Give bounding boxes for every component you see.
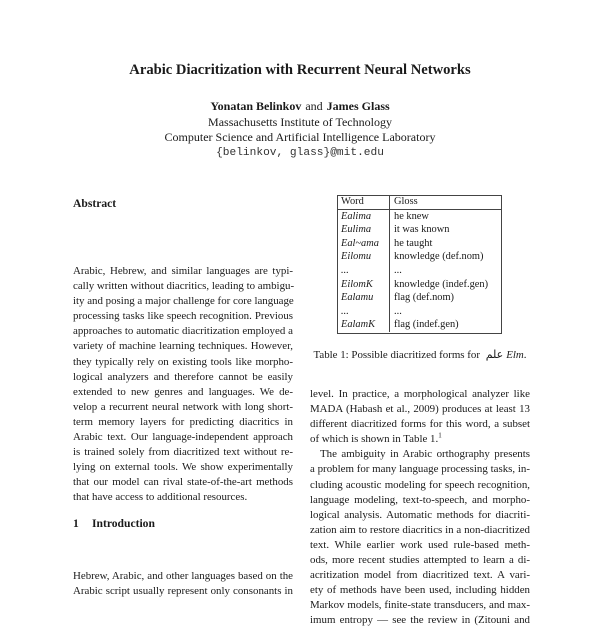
abstract-line: term memory layers for predicting diacritics in (73, 415, 293, 428)
abstract-line: processing tasks like speech recognition. Previous (73, 310, 293, 323)
abstract-line: that our model can rival state-of-the-art methods (73, 476, 293, 489)
gloss-cell: ... (394, 264, 402, 276)
author-block (0, 99, 600, 161)
author-1: Yonatan Belinkov (210, 99, 302, 113)
author-names (0, 99, 600, 115)
body-text-right-column (310, 387, 530, 629)
diacritized-forms-table (337, 195, 501, 332)
body-line: imum entropy — see the review in (Zitouni and (310, 614, 530, 627)
gloss-cell: knowledge (def.nom) (394, 251, 484, 263)
body-line-text: of which is shown in Table 1. (310, 433, 439, 446)
caption-period: . (523, 349, 527, 361)
abstract-line: extended to new genres and languages. We de- (73, 385, 293, 398)
author-email: {belinkov, glass}@mit.edu (216, 146, 384, 159)
abstract-line: velop a recurrent neural network with long short- (73, 400, 293, 413)
table-row (337, 278, 501, 292)
word-cell: ... (337, 264, 390, 278)
abstract-line: variety of machine learning techniques. However, (73, 340, 293, 353)
author-conjunction: and (305, 99, 323, 113)
abstract-line: is trained solely from diacritized text without re- (73, 446, 293, 459)
affiliation-institute: Massachusetts Institute of Technology (208, 114, 392, 129)
abstract-line: cally written without diacritics, leading to ambigu- (73, 280, 295, 293)
column-header-word: Word (337, 195, 390, 209)
table-caption (310, 348, 530, 361)
table-row (337, 223, 501, 237)
abstract-line: approaches to automatic diacritization employed a (73, 325, 293, 338)
body-line: text. While earlier work used rule-based meth- (310, 538, 530, 551)
gloss-cell: knowledge (indef.gen) (394, 278, 489, 290)
table-row (337, 250, 501, 264)
gloss-cell: he taught (394, 237, 433, 249)
body-line: level. In practice, a morphological analyzer like (310, 388, 530, 400)
body-line: different diacritized forms for this word, a subset (310, 418, 530, 431)
abstract-body (73, 264, 293, 506)
table-row (337, 264, 501, 278)
section-number: 1 (73, 517, 79, 530)
abstract-line: lying on external tools. We show experimentally (73, 461, 293, 474)
word-cell: Ealamu (337, 291, 390, 305)
caption-arabic-word: علم (485, 348, 504, 361)
paper-title: Arabic Diacritization with Recurrent Neural Networks (129, 62, 471, 78)
affiliation-lab: Computer Science and Artificial Intelligence Laboratory (164, 130, 436, 144)
introduction-body (73, 569, 293, 599)
abstract-line: Arabic, Hebrew, and similar languages are typi- (73, 265, 293, 277)
word-cell: EilomK (337, 278, 390, 292)
table-header-row (337, 195, 501, 209)
word-cell: Eulima (337, 223, 390, 237)
section-heading-introduction (73, 517, 155, 530)
gloss-cell: flag (indef.gen) (394, 319, 459, 331)
body-line: language modeling, text-to-speech, and morpho- (310, 493, 530, 506)
author-2: James Glass (326, 99, 390, 113)
body-line: zation aim to restore diacritics in a non-diacritized (310, 523, 530, 536)
gloss-cell: flag (def.nom) (394, 292, 455, 304)
abstract-line: they typically rely on existing tools like morpho- (73, 355, 293, 368)
body-line: MADA (Habash et al., 2009) produces at least 13 (310, 403, 530, 416)
abstract-line: Arabic text. Our language-independent approach (73, 431, 293, 444)
word-cell: Eilomu (337, 250, 390, 264)
body-line: logical analysis. Automatic methods for diacriti- (310, 508, 530, 521)
table-row (337, 305, 501, 319)
body-line: Markov models, finite-state transducers, and max- (310, 599, 530, 612)
table-row (337, 318, 501, 332)
section-title: Introduction (92, 517, 155, 530)
body-line: ety of methods have been used, including hidden (310, 584, 530, 597)
abstract-line: ity and posing a major challenge for core language (73, 295, 294, 308)
abstract-line: logical analyzers and therefore cannot be easily (73, 370, 293, 383)
caption-text: Table 1: Possible diacritized forms for (313, 349, 480, 361)
body-line: cluding acoustic modeling for speech recognition, (310, 478, 530, 491)
gloss-cell: ... (394, 305, 402, 317)
intro-line: Hebrew, Arabic, and other languages based on the (73, 570, 293, 582)
body-line (310, 432, 530, 447)
body-line: The ambiguity in Arabic orthography presents (320, 448, 530, 461)
abstract-heading: Abstract (73, 197, 117, 210)
word-cell: ... (337, 305, 390, 319)
word-cell: Eal~ama (337, 237, 390, 251)
body-line: acritization model from diacritized text. A vari- (310, 569, 530, 582)
body-line: a problem for many language processing tasks, in- (310, 463, 530, 476)
caption-transliteration: Elm (506, 349, 524, 361)
abstract-line: that have access to additional resources. (73, 491, 248, 504)
column-header-gloss: Gloss (390, 195, 502, 209)
table-row (337, 209, 501, 223)
word-cell: Ealima (337, 209, 390, 223)
footnote-marker[interactable]: 1 (438, 431, 442, 440)
intro-line: Arabic script usually represent only consonants in (73, 585, 293, 598)
table-row (337, 291, 501, 305)
body-line: ods, more recent studies attempted to learn a di- (310, 554, 530, 567)
gloss-cell: he knew (394, 210, 429, 222)
word-cell: EalamK (337, 318, 390, 332)
gloss-cell: it was known (394, 224, 450, 236)
table-row (337, 237, 501, 251)
